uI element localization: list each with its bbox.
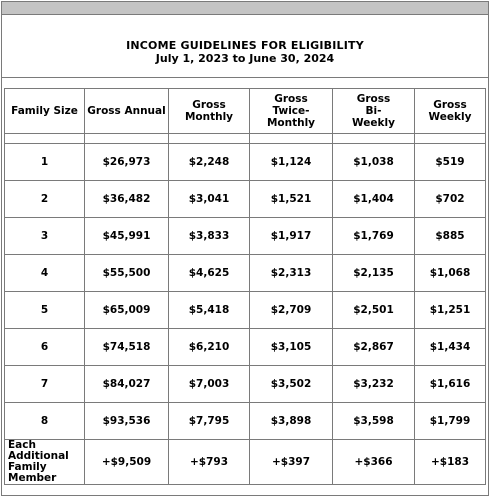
gross-monthly-cell: $2,248 [169, 144, 250, 181]
gross-annual-cell: $84,027 [85, 366, 169, 403]
gross-bi-weekly-cell: $2,867 [333, 329, 415, 366]
gross-monthly-cell: +$793 [169, 440, 250, 485]
table-row [5, 366, 486, 403]
date-range: July 1, 2023 to June 30, 2024 [155, 52, 335, 65]
gross-bi-weekly-cell: $2,501 [333, 292, 415, 329]
gross-twice-monthly-cell: $2,313 [250, 255, 333, 292]
divider [1, 77, 489, 78]
gross-annual-cell: $36,482 [85, 181, 169, 218]
gross-monthly-cell: $5,418 [169, 292, 250, 329]
gross-twice-monthly-cell: $3,898 [250, 403, 333, 440]
family-size-cell: 7 [5, 366, 85, 403]
title-block [1, 15, 489, 77]
header-gross-monthly: Gross Monthly [169, 89, 250, 134]
gross-twice-monthly-cell: $1,124 [250, 144, 333, 181]
gross-twice-monthly-cell: $3,502 [250, 366, 333, 403]
gross-annual-cell: $65,009 [85, 292, 169, 329]
header-gross-twice-monthly: Gross Twice- Monthly [250, 89, 333, 134]
gross-annual-cell: +$9,509 [85, 440, 169, 485]
gross-twice-monthly-cell: +$397 [250, 440, 333, 485]
gross-weekly-cell: $702 [415, 181, 486, 218]
header-gross-annual: Gross Annual [85, 89, 169, 134]
family-size-cell: 4 [5, 255, 85, 292]
income-guidelines-table [4, 88, 486, 485]
family-size-cell: 8 [5, 403, 85, 440]
table-row [5, 218, 486, 255]
gross-bi-weekly-cell: $3,232 [333, 366, 415, 403]
gross-weekly-cell: $1,251 [415, 292, 486, 329]
family-size-cell: 1 [5, 144, 85, 181]
gross-twice-monthly-cell: $1,521 [250, 181, 333, 218]
gross-weekly-cell: $1,434 [415, 329, 486, 366]
gross-annual-cell: $45,991 [85, 218, 169, 255]
gross-annual-cell: $93,536 [85, 403, 169, 440]
gross-weekly-cell: $885 [415, 218, 486, 255]
header-gross-weekly: Gross Weekly [415, 89, 486, 134]
table-row [5, 403, 486, 440]
gross-monthly-cell: $7,795 [169, 403, 250, 440]
gross-monthly-cell: $6,210 [169, 329, 250, 366]
gross-bi-weekly-cell: +$366 [333, 440, 415, 485]
family-size-cell: 6 [5, 329, 85, 366]
gross-monthly-cell: $4,625 [169, 255, 250, 292]
table-row [5, 292, 486, 329]
table-row [5, 181, 486, 218]
gross-weekly-cell: $1,616 [415, 366, 486, 403]
additional-member-label: Each Additional Family Member [5, 440, 85, 485]
family-size-cell: 5 [5, 292, 85, 329]
spacer-row [5, 134, 486, 144]
table-row-additional-member [5, 440, 486, 485]
header-family-size: Family Size [5, 89, 85, 134]
gross-annual-cell: $26,973 [85, 144, 169, 181]
gross-bi-weekly-cell: $2,135 [333, 255, 415, 292]
gross-annual-cell: $55,500 [85, 255, 169, 292]
header-gross-bi-weekly: Gross Bi- Weekly [333, 89, 415, 134]
top-bar [1, 1, 489, 15]
gross-bi-weekly-cell: $1,404 [333, 181, 415, 218]
family-size-cell: 2 [5, 181, 85, 218]
gross-monthly-cell: $7,003 [169, 366, 250, 403]
document-title: INCOME GUIDELINES FOR ELIGIBILITY [126, 39, 364, 52]
gross-monthly-cell: $3,833 [169, 218, 250, 255]
gross-monthly-cell: $3,041 [169, 181, 250, 218]
gross-annual-cell: $74,518 [85, 329, 169, 366]
gross-twice-monthly-cell: $1,917 [250, 218, 333, 255]
gross-weekly-cell: $1,799 [415, 403, 486, 440]
gross-twice-monthly-cell: $2,709 [250, 292, 333, 329]
gross-bi-weekly-cell: $3,598 [333, 403, 415, 440]
gross-weekly-cell: $1,068 [415, 255, 486, 292]
table-row [5, 144, 486, 181]
gross-bi-weekly-cell: $1,769 [333, 218, 415, 255]
gross-bi-weekly-cell: $1,038 [333, 144, 415, 181]
header-row [5, 89, 486, 134]
gross-weekly-cell: +$183 [415, 440, 486, 485]
table-row [5, 255, 486, 292]
table-row [5, 329, 486, 366]
gross-weekly-cell: $519 [415, 144, 486, 181]
gross-twice-monthly-cell: $3,105 [250, 329, 333, 366]
family-size-cell: 3 [5, 218, 85, 255]
